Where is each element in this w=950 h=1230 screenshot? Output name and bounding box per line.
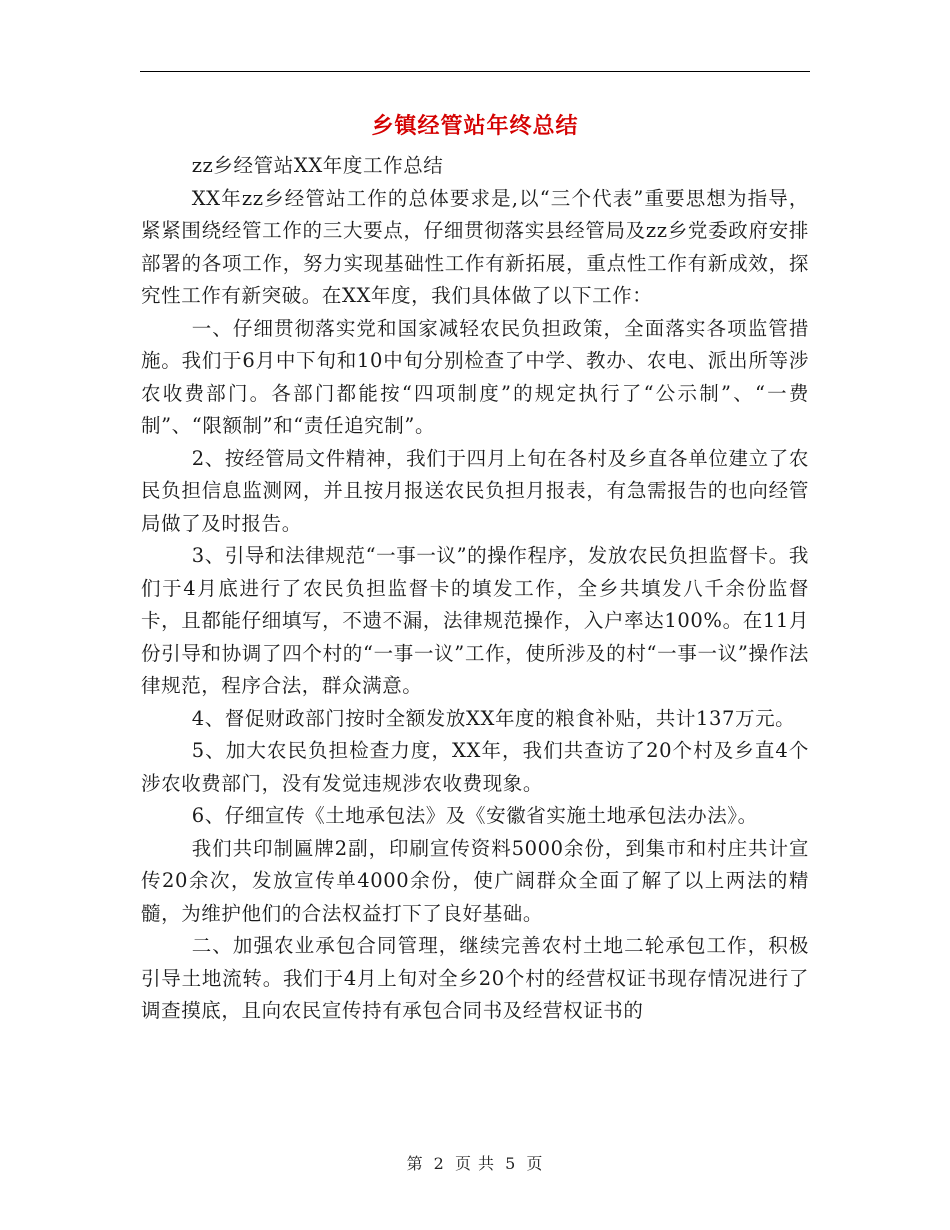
document-title: 乡镇经管站年终总结	[371, 113, 579, 139]
current-page-number: 2	[433, 1154, 445, 1173]
total-page-count: 5	[505, 1154, 517, 1173]
body-paragraph: 4、督促财政部门按时全额发放XX年度的粮食补贴，共计137万元。	[191, 706, 796, 730]
body-paragraph: 二、加强农业承包合同管理，继续完善农村土地二轮承包工作，积极引导土地流转。我们于4月上旬对全乡20个村的经营权证书现存情况进行了调查摸底，且向农民宣传持有承包合同书及经营权证书的	[141, 934, 809, 1022]
document-body	[141, 150, 809, 1028]
footer-middle: 页 共	[454, 1154, 496, 1173]
body-paragraph: 6、仔细宣传《土地承包法》及《安徽省实施土地承包法办法》。	[191, 804, 758, 827]
page-footer	[0, 1152, 950, 1176]
body-paragraph: 我们共印制匾牌2副，印刷宣传资料5000余份，到集市和村庄共计宣传20余次，发放宣传单4000余份，使广阔群众全面了解了以上两法的精髓，为维护他们的合法权益打下了良好基础。	[141, 836, 809, 925]
body-paragraph: 5、加大农民负担检查力度，XX年，我们共查访了20个村及乡直4个涉农收费部门，没有发觉违规涉农收费现象。	[141, 739, 809, 795]
body-paragraph: XX年zz乡经管站工作的总体要求是,以“三个代表”重要思想为指导，紧紧围绕经管工作的三大要点，仔细贯彻落实县经管局及zz乡党委政府安排部署的各项工作，努力实现基础性工作有新拓展，重点性工作有新成效，探究性工作有新突破。在XX年度，我们具体做了以下工作：	[141, 186, 809, 307]
header-rule	[140, 71, 810, 72]
footer-prefix: 第	[406, 1154, 424, 1173]
body-paragraph: 3、引导和法律规范“一事一议”的操作程序，发放农民负担监督卡。我们于4月底进行了农民负担监督卡的填发工作，全乡共填发八千余份监督卡，且都能仔细填写，不遗不漏，法律规范操作，入户率达100%。在11月份引导和协调了四个村的“一事一议”工作，使所涉及的村“一事一议”操作法律规范，程序合法，群众满意。	[141, 544, 809, 697]
body-paragraph: 2、按经管局文件精神，我们于四月上旬在各村及乡直各单位建立了农民负担信息监测网，并且按月报送农民负担月报表，有急需报告的也向经管局做了及时报告。	[141, 446, 809, 535]
body-paragraph: zz乡经管站XX年度工作总结	[191, 154, 444, 177]
body-paragraph: 一、仔细贯彻落实党和国家减轻农民负担政策，全面落实各项监管措施。我们于6月中下旬和10中旬分别检查了中学、教办、农电、派出所等涉农收费部门。各部门都能按“四项制度”的规定执行了“公示制”、“一费制”、“限额制”和“责任追究制”。	[141, 316, 809, 437]
footer-suffix: 页	[526, 1154, 544, 1173]
